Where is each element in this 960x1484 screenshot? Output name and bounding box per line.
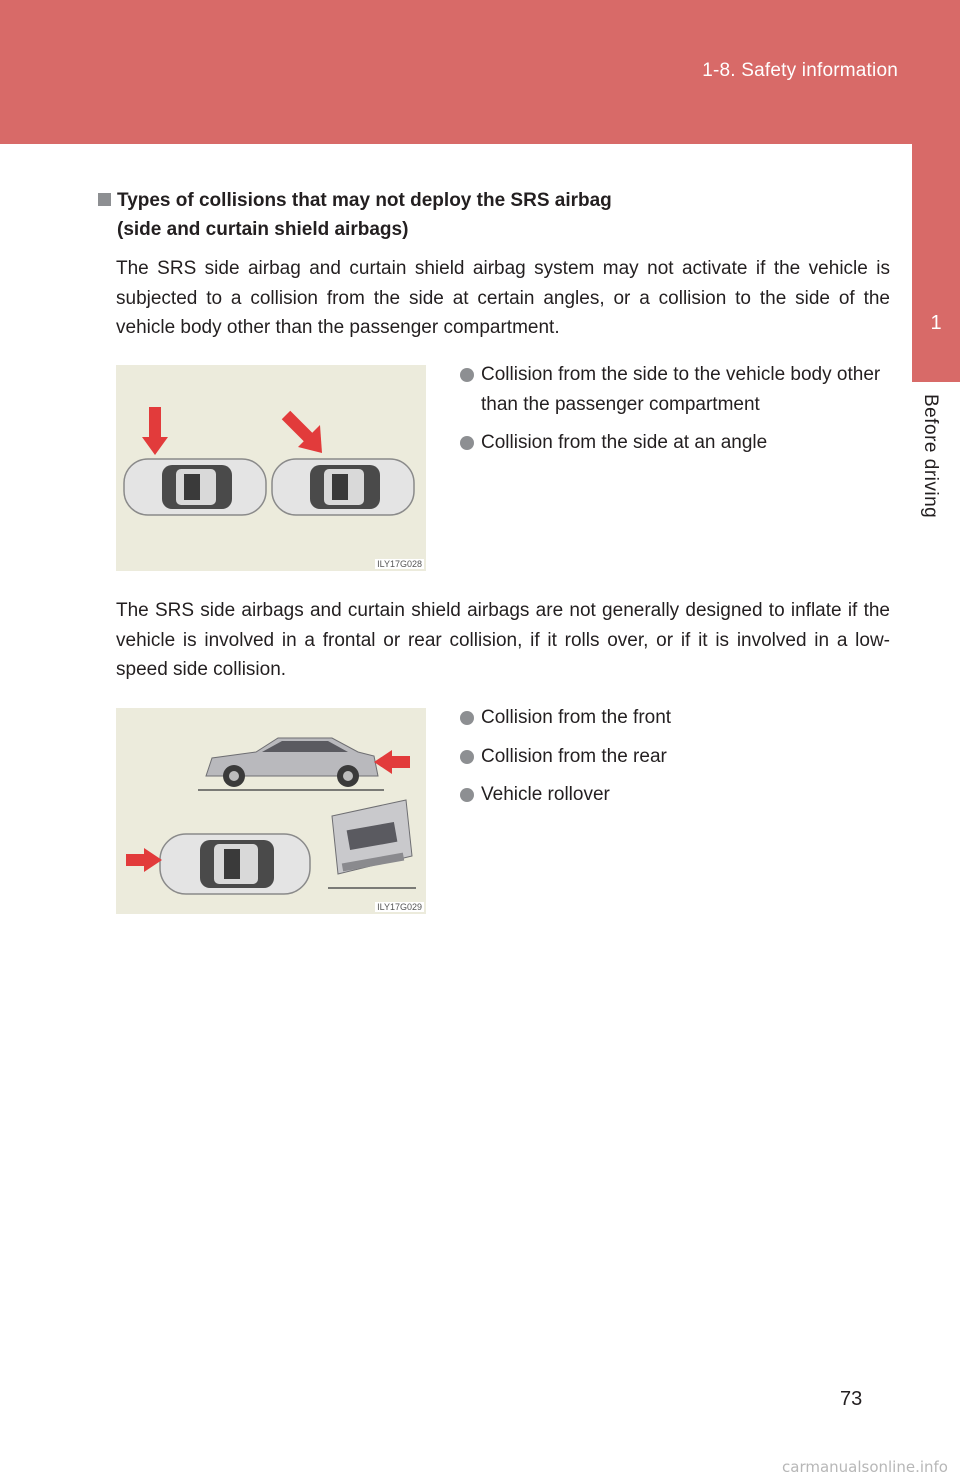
square-bullet-icon (98, 193, 111, 206)
illustration-front-rear-rollover (116, 708, 426, 914)
side-collision-list (460, 360, 900, 467)
figure-code: ILY17G028 (377, 559, 422, 569)
list-item: Collision from the front (460, 703, 900, 733)
heading-line-1: Types of collisions that may not deploy the SRS airbag (117, 190, 612, 211)
paragraph-non-deployment: The SRS side airbags and curtain shield airbags are not generally designed to inflate if the vehicle is involved in a frontal or rear collision, if it rolls over, or if it is involved in a low-speed side collision. (116, 600, 890, 680)
side-collision-illustration (116, 365, 426, 571)
chapter-tab (912, 144, 960, 382)
bullet-icon (460, 436, 474, 450)
list-item: Collision from the rear (460, 742, 900, 772)
illustration-side-collisions (116, 365, 426, 571)
section-title: 1-8. Safety information (702, 60, 898, 81)
car-top-view-left (124, 459, 266, 515)
watermark-link[interactable]: carmanualsonline.info (782, 1458, 948, 1476)
bullet-icon (460, 368, 474, 382)
page-number: 73 (840, 1388, 863, 1410)
bullet-icon (460, 711, 474, 725)
collision-type-list (460, 703, 900, 819)
front-rear-rollover-illustration (116, 708, 426, 914)
paragraph-side-airbag-conditions: The SRS side airbag and curtain shield airbag system may not activate if the vehicle is subjected to a collision from the side at certain angles, or a collision to the side of the vehicle body other than the passenger compartment. (116, 258, 890, 338)
list-item: Collision from the side at an angle (460, 428, 900, 458)
car-rollover-view (328, 800, 416, 888)
bullet-icon (460, 788, 474, 802)
chapter-label: Before driving (920, 394, 941, 519)
bullet-icon (460, 750, 474, 764)
arrow-right-icon (126, 848, 162, 872)
arrow-down-icon (142, 407, 168, 455)
chapter-number: 1 (930, 312, 942, 334)
figure-code: ILY17G029 (377, 902, 422, 912)
list-item: Collision from the side to the vehicle body other than the passenger compartment (460, 360, 900, 419)
heading-line-2: (side and curtain shield airbags) (117, 219, 409, 240)
car-top-view (160, 834, 310, 894)
car-side-view (198, 738, 384, 790)
car-top-view-right (272, 459, 414, 515)
arrow-diagonal-icon (286, 415, 322, 453)
arrow-left-icon (374, 750, 410, 774)
section-heading (98, 186, 738, 244)
list-item: Vehicle rollover (460, 780, 900, 810)
